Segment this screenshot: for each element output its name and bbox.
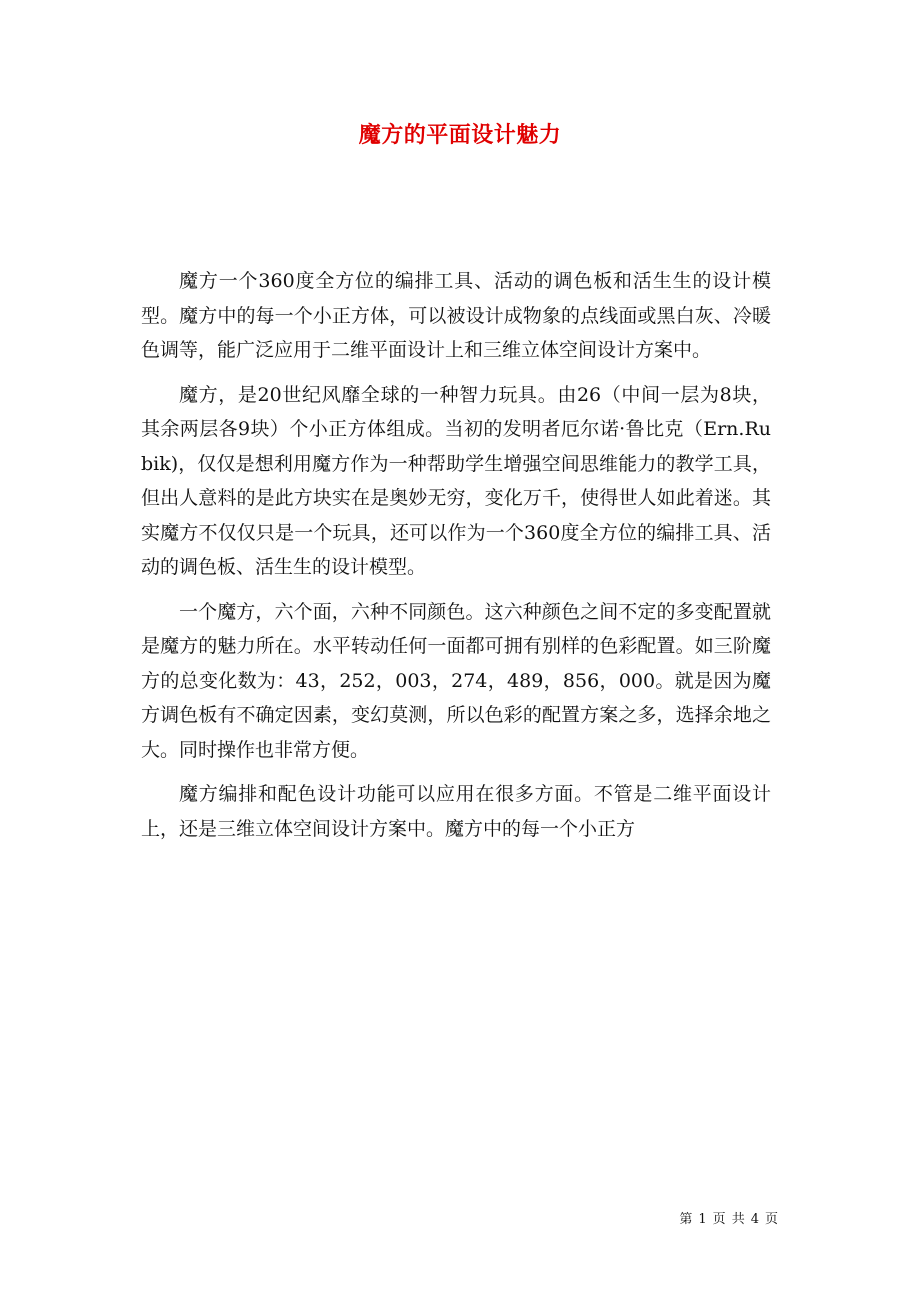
paragraph-2: 魔方，是20世纪风靡全球的一种智力玩具。由26（中间一层为8块，其余两层各9块）个小正方体组成。当初的发明者厄尔诺·鲁比克（Ern.Rubik)，仅仅是想利用魔方作为一种帮助学生增强空间思维能力的教学工具，但出人意料的是此方块实在是奥妙无穷，变化万千，使得世人如此着迷。其实魔方不仅仅只是一个玩具，还可以作为一个360度全方位的编排工具、活动的调色板、活生生的设计模型。 (141, 383, 771, 578)
footer-total-word: 共 (731, 1212, 745, 1227)
paragraph-4: 魔方编排和配色设计功能可以应用在很多方面。不管是二维平面设计上，还是三维立体空间设计方案中。魔方中的每一个小正方 (141, 783, 771, 840)
footer-page-word: 页 (712, 1212, 726, 1227)
paragraph-3: 一个魔方，六个面，六种不同颜色。这六种颜色之间不定的多变配置就是魔方的魅力所在。水平转动任何一面都可拥有别样的色彩配置。如三阶魔方的总变化数为：43，252，003，274，489，856，000。就是因为魔方调色板有不确定因素，变幻莫测，所以色彩的配置方案之多，选择余地之大。同时操作也非常方便。 (141, 600, 771, 761)
paragraph-1: 魔方一个360度全方位的编排工具、活动的调色板和活生生的设计模型。魔方中的每一个小正方体，可以被设计成物象的点线面或黑白灰、冷暖色调等，能广泛应用于二维平面设计上和三维立体空间设计方案中。 (141, 270, 771, 361)
footer-total-pages: 4 (750, 1212, 759, 1227)
footer-suffix: 页 (764, 1212, 778, 1227)
document-body (141, 264, 771, 856)
page-footer (676, 1208, 781, 1227)
footer-prefix: 第 (679, 1212, 693, 1227)
page-title: 魔方的平面设计魅力 (358, 122, 562, 148)
footer-current-page: 1 (698, 1212, 707, 1227)
